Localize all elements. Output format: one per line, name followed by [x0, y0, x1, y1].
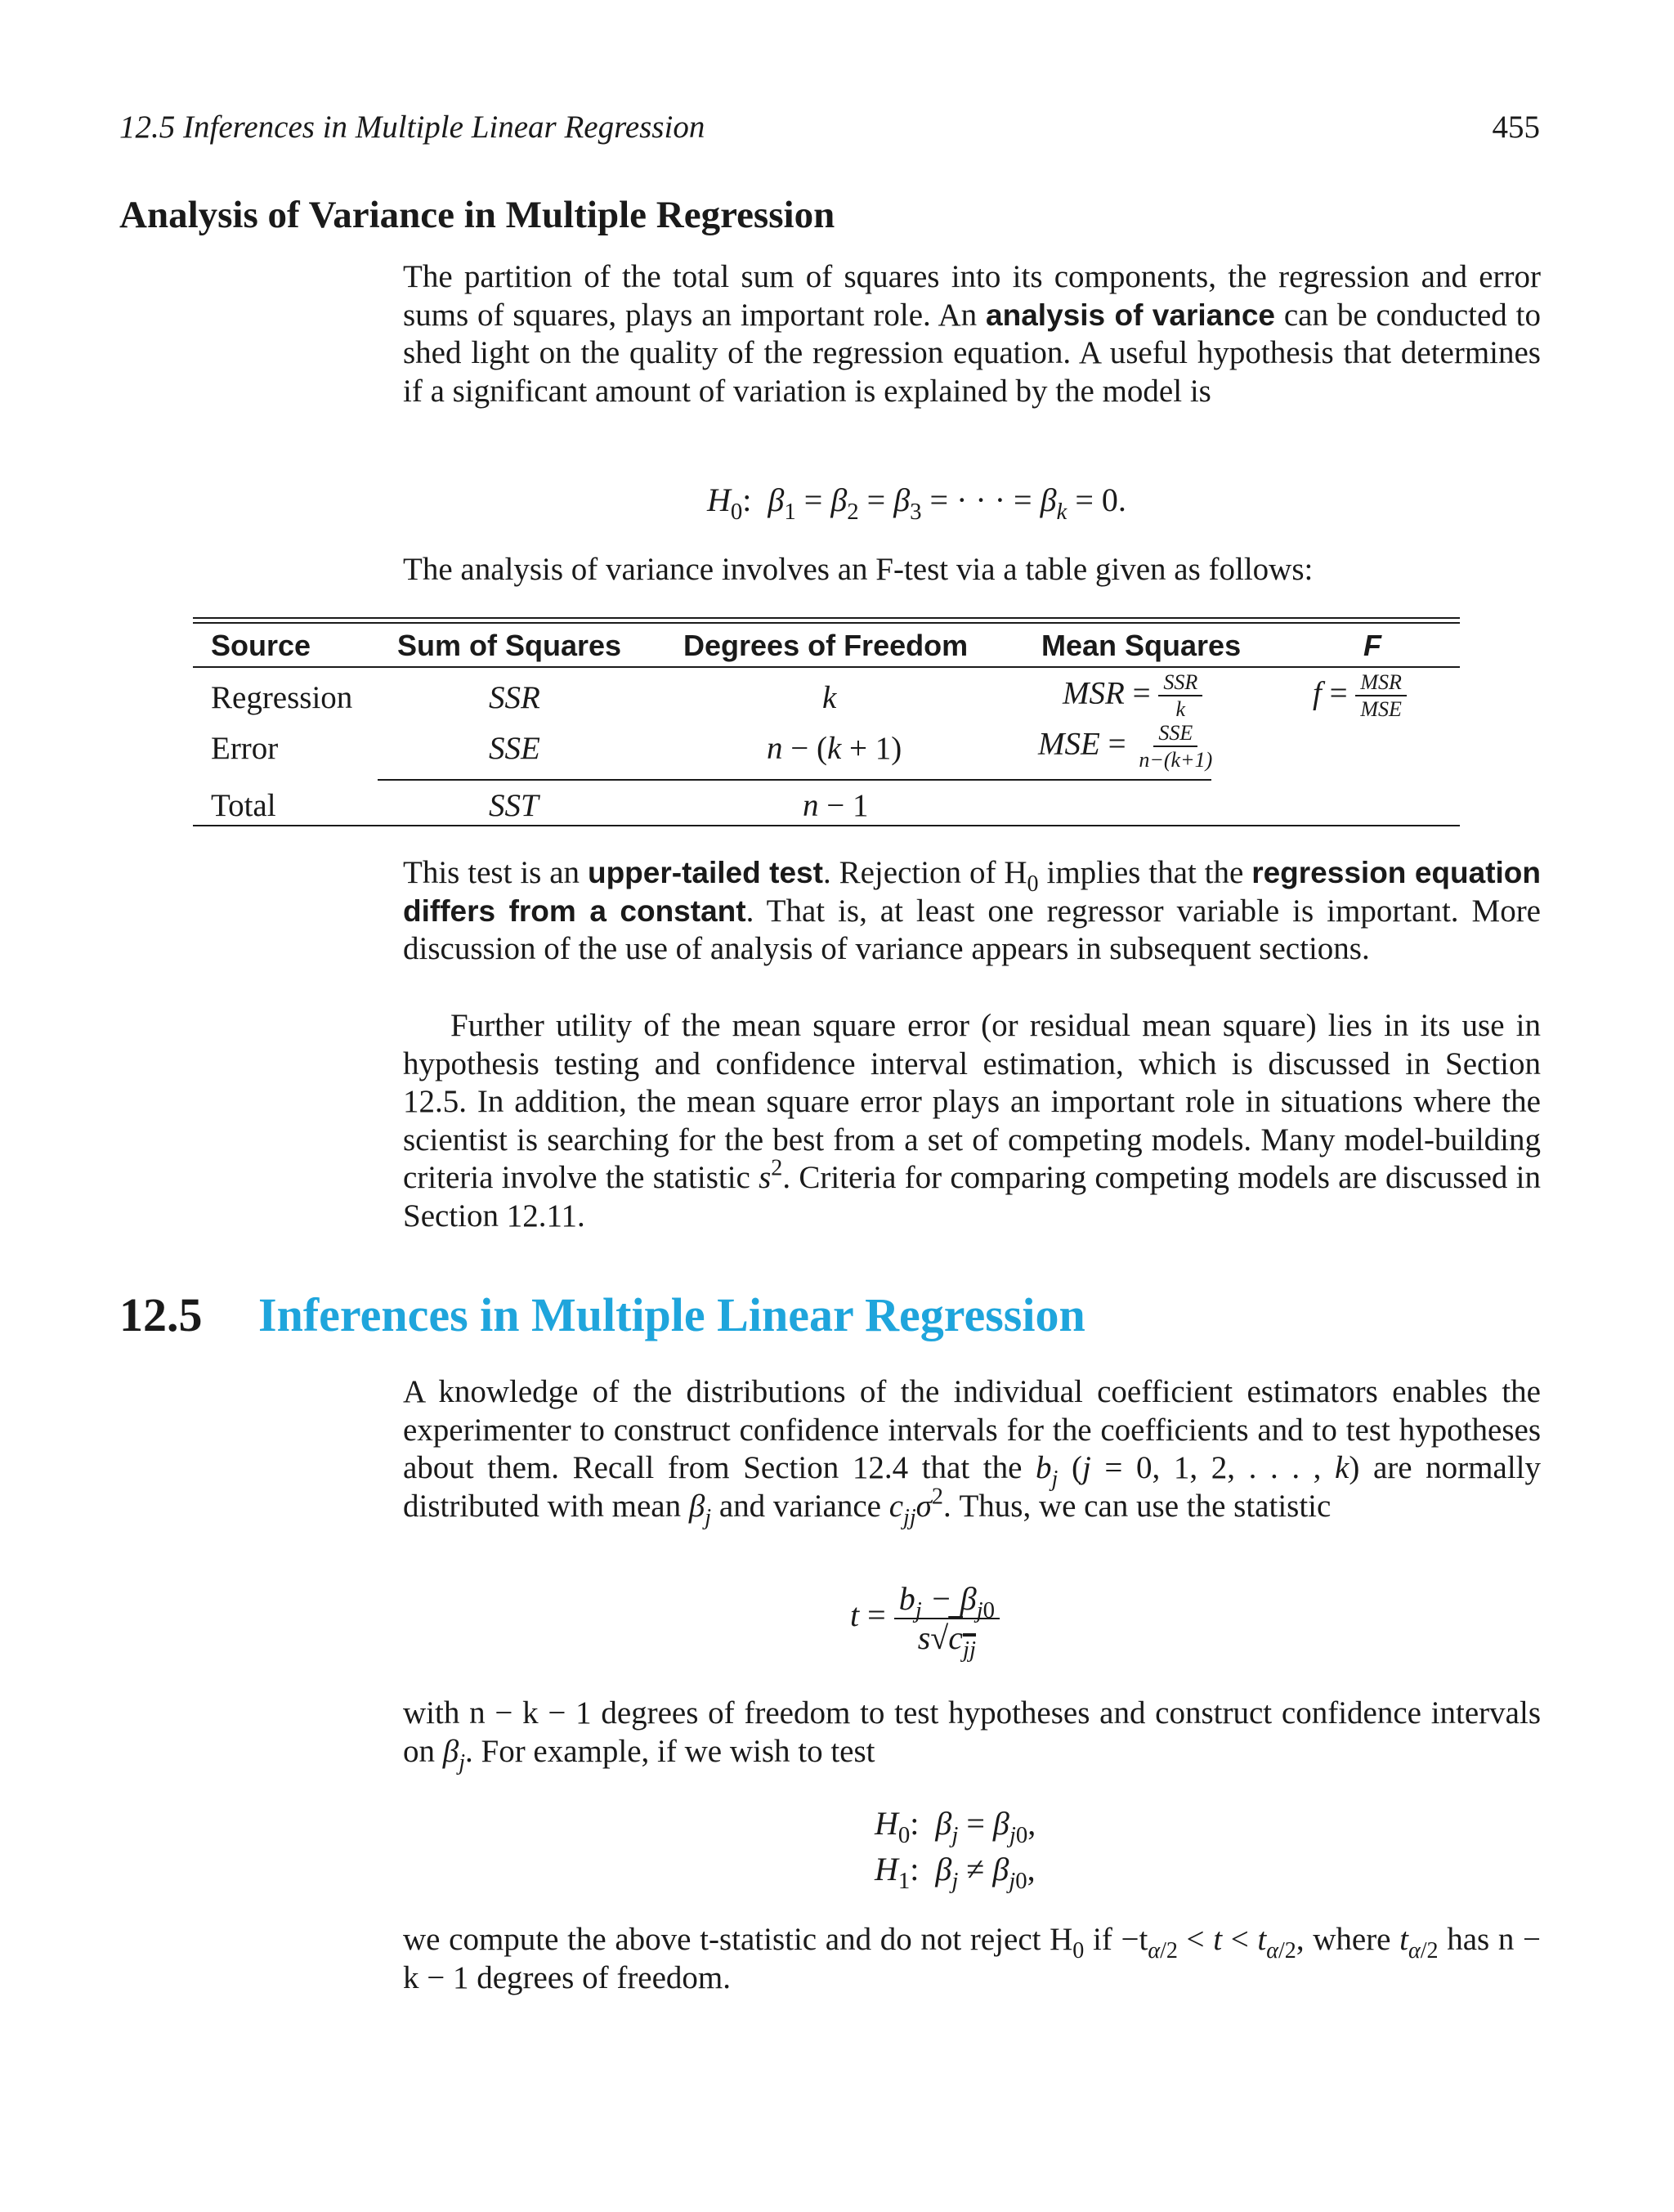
- row-error-ss: SSE: [489, 731, 540, 766]
- row-total-ss: SST: [489, 788, 539, 823]
- page-number: 455: [1492, 110, 1540, 145]
- subsection-title: Analysis of Variance in Multiple Regression: [119, 194, 835, 236]
- section-number: 12.5: [119, 1288, 203, 1341]
- row-regression-f: f = $\frac{\text{MSR}}{\text{MSE}}$: [1313, 671, 1407, 721]
- row-total-source: Total: [211, 788, 276, 823]
- header-sum-of-squares: Sum of Squares: [397, 629, 622, 662]
- row-regression-df: k: [822, 680, 837, 715]
- paragraph-table-intro: The analysis of variance involves an F-test via a table given as follows:: [403, 552, 1314, 587]
- row-total-df: n − 1: [803, 788, 869, 823]
- header-source: Source: [211, 629, 311, 662]
- section-title: Inferences in Multiple Linear Regression: [258, 1288, 1085, 1341]
- row-error-ms: MSE = $\frac{\text{SSE}}{n-(k+1)}$: [1038, 721, 1213, 772]
- paragraph-mse-utility: Further utility of the mean square error (or residual mean square) lies in its use in hypothesis testing and confidence interval estimation, which is discussed in Section 12.5. In addition, the mean square error plays an important role in situations where the scientist is searching for the best from a set of competing models. Many model-building criteria involve the statistic $s^2$. Criteria for comparing competing models are discussed in Section 12.11.: [403, 1008, 1541, 1234]
- row-regression-source: Regression: [211, 680, 353, 715]
- paragraph-anova-intro: The partition of the total sum of squares into its components, the regression and error sums of squares, plays an important role. An analysis of variance can be conducted to shed light on the quality of the regression equation. A useful hypothesis that determines if a significant amount of variation is explained by the model is: [403, 259, 1542, 409]
- header-f: F: [1363, 629, 1381, 662]
- null-hypothesis-equation: $H_0$: $\beta_1 = \beta_2 = \beta_3$ = · · · = $\beta_k = 0$.: [707, 481, 1126, 526]
- row-error-df: n − (k + 1): [767, 731, 902, 766]
- header-degrees-of-freedom: Degrees of Freedom: [683, 629, 969, 662]
- anova-table: [193, 617, 1460, 826]
- row-regression-ss: SSR: [489, 680, 540, 715]
- alternative-hypothesis-line: $H_1$: $\beta_j \ne \beta_{j0}$,: [875, 1851, 1036, 1895]
- null-hypothesis-line: $H_0$: $\beta_j = \beta_{j0}$,: [875, 1805, 1036, 1849]
- paragraph-upper-tailed: This test is an upper-tailed test. Rejection of $H_0$ implies that the regression equation differs from a constant. That is, at least one regressor variable is important. More discussion of the use of analysis of variance appears in subsequent sections.: [403, 855, 1541, 966]
- paragraph-t-test: with n − k − 1 degrees of freedom to test hypotheses and construct confidence intervals on $\beta_j$. For example, if we wish to test: [403, 1695, 1541, 1775]
- header-mean-squares: Mean Squares: [1041, 629, 1242, 662]
- hypothesis-test-equations: [875, 1801, 1036, 1895]
- paragraph-coefficient-distributions: A knowledge of the distributions of the individual coefficient estimators enables the experimenter to construct confidence intervals for the coefficients and to test hypotheses about them. Recall from Section 12.4 that the $b_j$ (j = 0, 1, 2, . . . , k) are normally distributed with mean $\beta_j$ and variance $c_{jj}\sigma^2$. Thus, we can use the statistic: [403, 1374, 1541, 1530]
- row-error-source: Error: [211, 731, 279, 766]
- running-head: 12.5 Inferences in Multiple Linear Regression: [119, 110, 705, 145]
- t-statistic-equation: t = $\frac{b_j - \beta_{j0}}{s√c_{jj}}$: [850, 1582, 1000, 1655]
- paragraph-decision-rule: we compute the above t-statistic and do not reject $H_0$ if $-t_{\alpha/2} < t < t_{\alpha/2}$, where $t_{\alpha/2}$ has n − k − 1 degrees of freedom.: [403, 1922, 1542, 1995]
- row-regression-ms: MSR = $\frac{\text{SSR}}{k}$: [1063, 671, 1202, 721]
